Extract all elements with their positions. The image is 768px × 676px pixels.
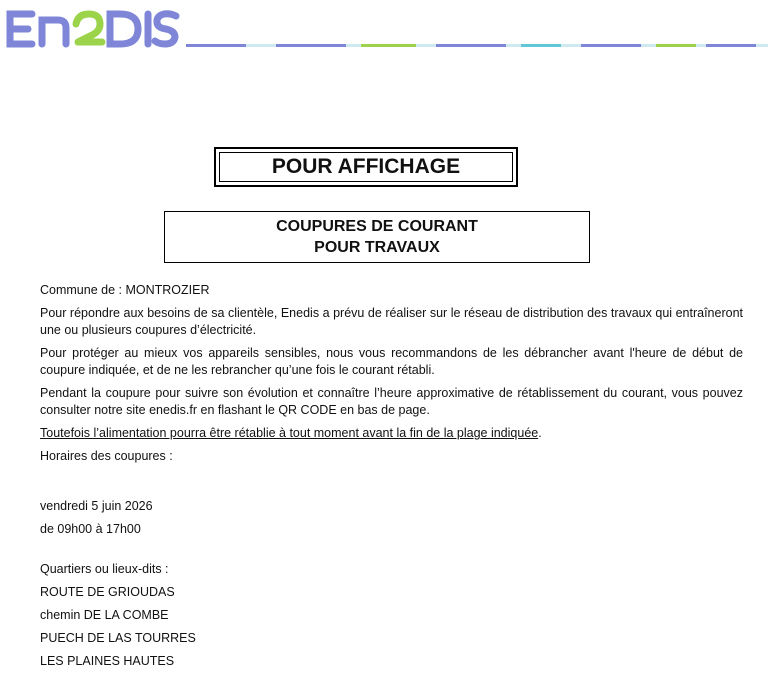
enedis-logo — [4, 6, 182, 50]
paragraph-3: Pendant la coupure pour suivre son évolution et connaître l’heure approximative de rétablissement du courant, vous pouvez consulter notre site enedis.fr en flashant le QR CODE en bas de page. — [40, 386, 743, 417]
paragraph-1: Pour répondre aux besoins de sa clientèle, Enedis a prévu de réaliser sur le réseau de distribution des travaux qui entraîneront une ou plusieurs coupures d’électricité. — [40, 306, 743, 337]
place-item: chemin DE LA COMBE — [40, 608, 169, 622]
paragraph-2: Pour protéger au mieux vos appareils sensibles, nous vous recommandons de les débrancher avant l'heure de début de coupure indiquée, et de ne les rebrancher qu’une fois le courant rétabli. — [40, 346, 743, 377]
commune-line: Commune de : MONTROZIER — [40, 283, 210, 297]
place-item: LES PLAINES HAUTES — [40, 654, 175, 668]
warning-text: Toutefois l’alimentation pourra être rétablie à tout moment avant la fin de la plage indiquée — [40, 426, 539, 440]
header-decorative-line — [186, 43, 768, 48]
place-item: PUECH DE LAS TOURRES — [40, 631, 196, 645]
warning-paragraph — [40, 425, 743, 442]
notice-subtitle — [164, 211, 590, 263]
notice-title-text: POUR AFFICHAGE — [271, 155, 461, 178]
places-label: Quartiers ou lieux-dits : — [40, 562, 169, 576]
schedule-label: Horaires des coupures : — [40, 449, 173, 463]
schedule-date: vendredi 5 juin 2026 — [40, 499, 153, 513]
notice-title — [214, 147, 518, 187]
subtitle-line-1: COUPURES DE COURANT — [276, 218, 478, 235]
notice-body — [40, 282, 743, 676]
place-item: ROUTE DE GRIOUDAS — [40, 585, 175, 599]
subtitle-line-2: POUR TRAVAUX — [314, 239, 440, 256]
schedule-time: de 09h00 à 17h00 — [40, 522, 141, 536]
warning-end: . — [538, 426, 542, 440]
header — [0, 0, 768, 60]
